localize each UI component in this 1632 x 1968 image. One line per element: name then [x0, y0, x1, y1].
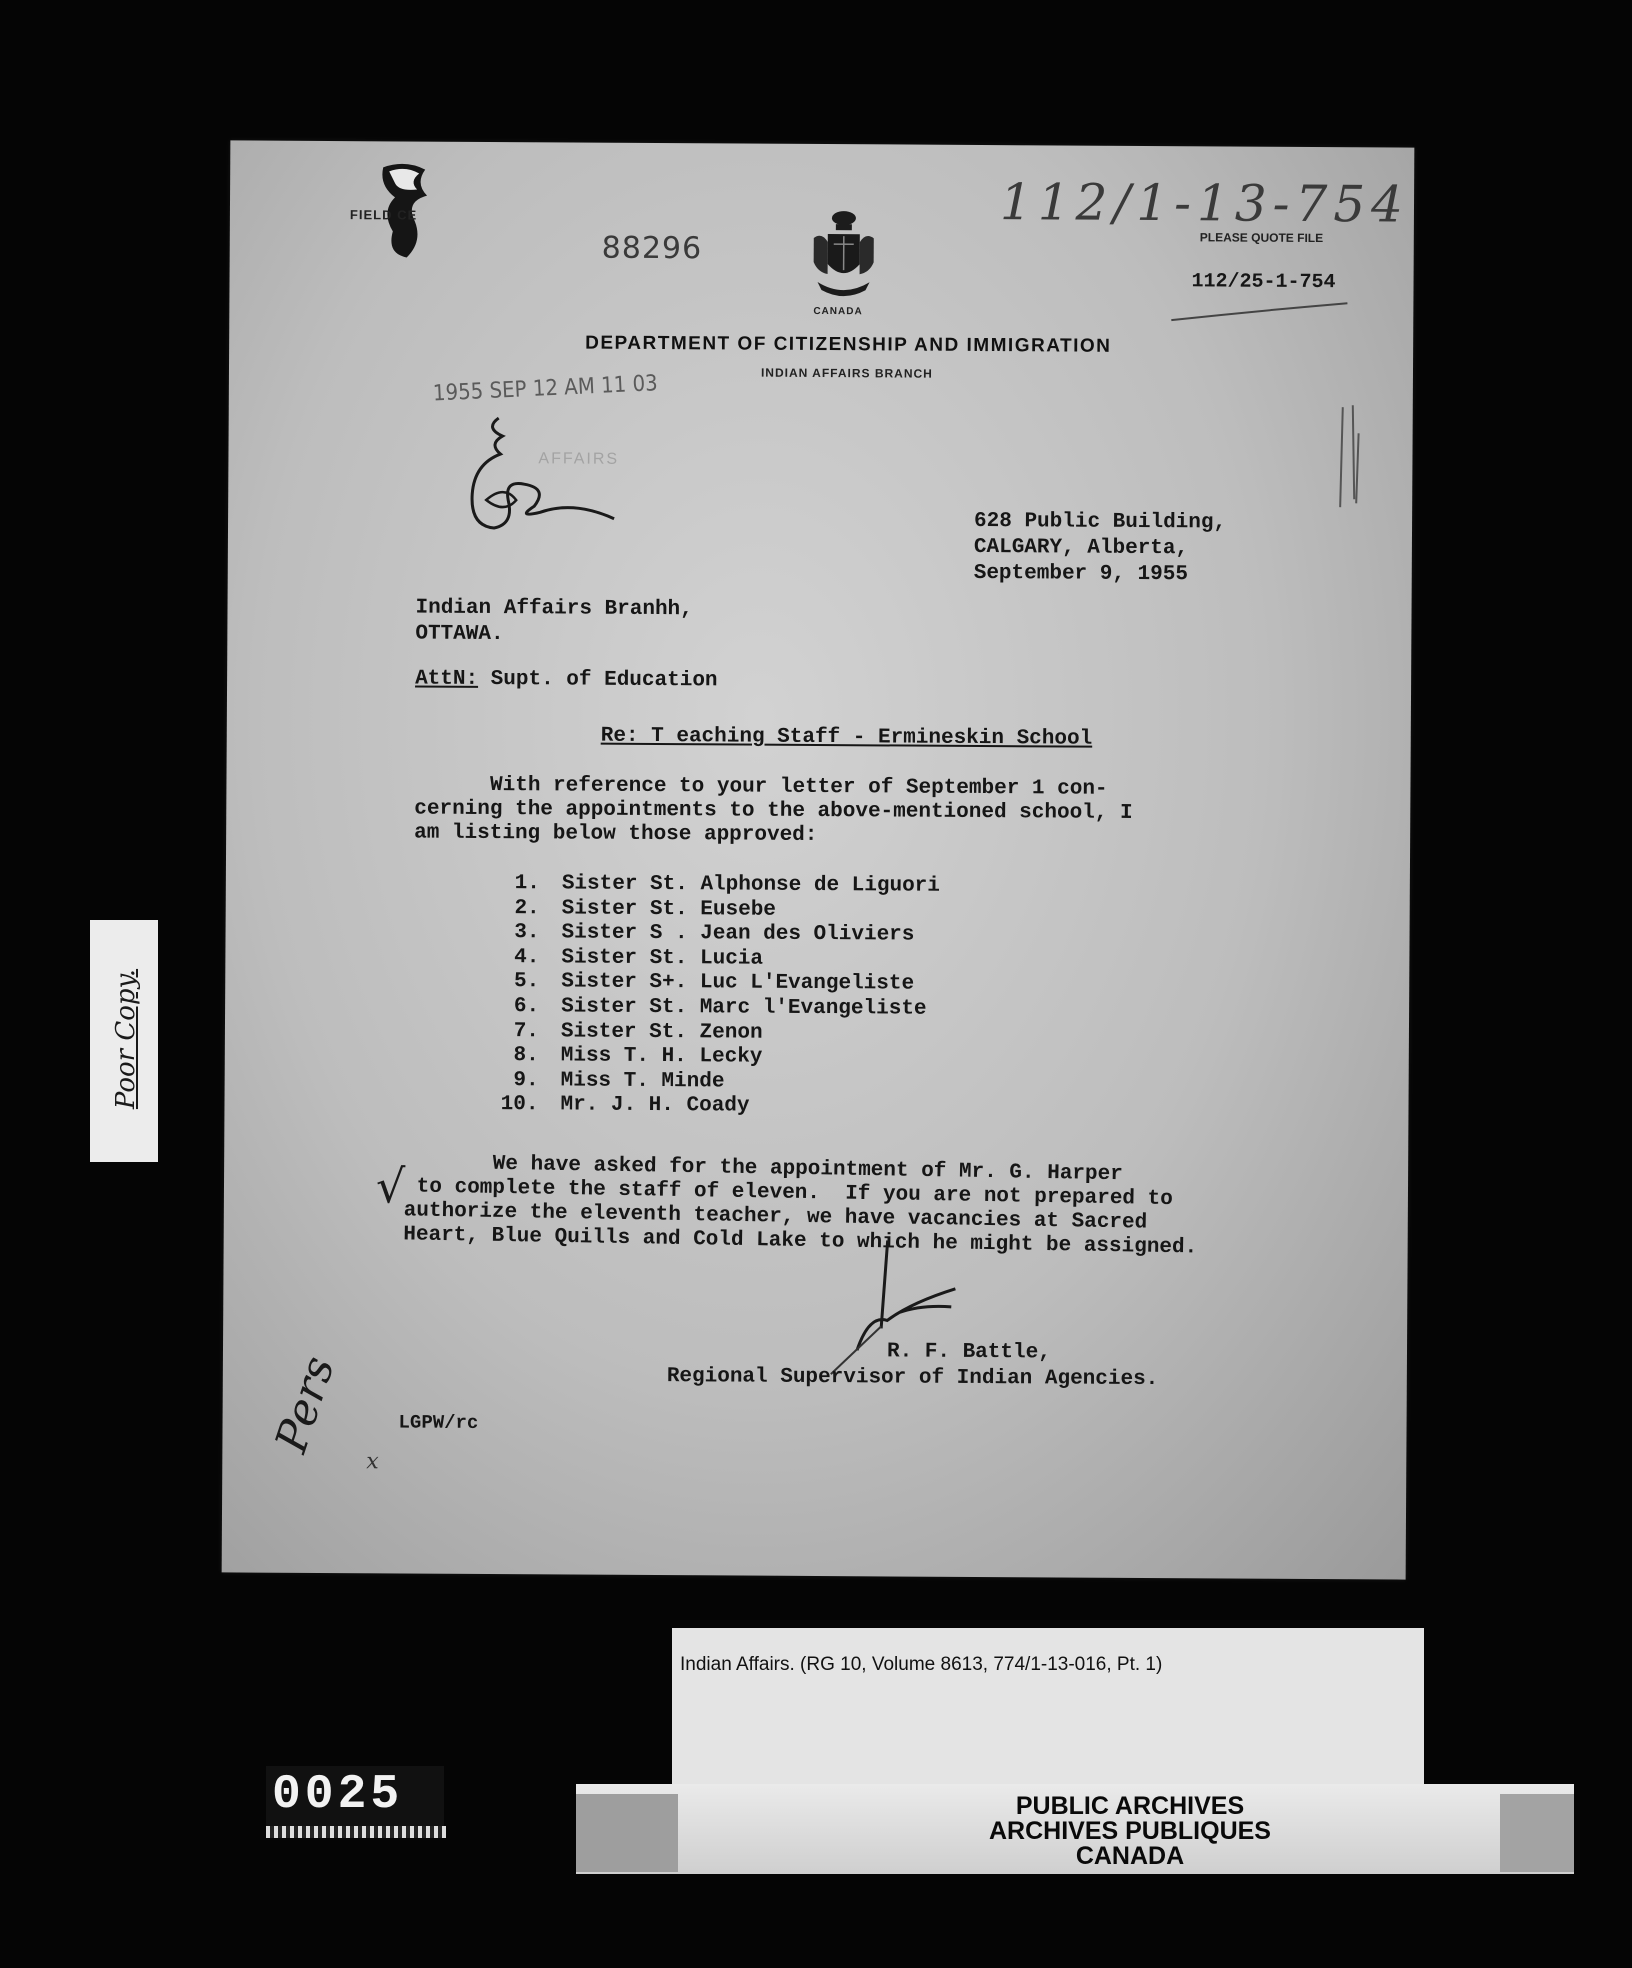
address-line: 628 Public Building, — [974, 509, 1227, 535]
staff-name: Miss T. Minde — [560, 1069, 725, 1094]
list-item — [475, 995, 939, 1022]
poor-copy-tag — [90, 920, 158, 1162]
canada-coat-of-arms-icon — [807, 208, 880, 300]
list-item — [474, 1093, 938, 1120]
received-date-stamp: 1955 SEP 12 AM 11 03 — [432, 371, 659, 407]
quote-file-label: PLEASE QUOTE FILE — [1199, 230, 1324, 246]
staff-name: Mr. J. H. Coady — [560, 1093, 750, 1118]
frame-number: 0025 — [272, 1768, 404, 1822]
list-number: 3. — [514, 921, 540, 945]
band-left-tab — [576, 1794, 678, 1872]
margin-pen-marks — [1334, 403, 1365, 513]
recipient-line: OTTAWA. — [415, 622, 504, 647]
staff-name: Sister St. Eusebe — [561, 897, 777, 922]
list-number: 9. — [513, 1068, 539, 1093]
staff-name: Sister S . Jean des Oliviers — [561, 921, 915, 947]
list-number: 4. — [514, 945, 540, 970]
letter-date: September 9, 1955 — [973, 561, 1189, 587]
recipient-line: Indian Affairs Branhh, — [415, 596, 693, 622]
list-number: 2. — [514, 896, 540, 920]
handwritten-file-number: 112/1-13-754 — [999, 173, 1410, 234]
subject-line: Re: T eaching Staff - Ermineskin School — [600, 724, 1093, 751]
file-number: 112/25-1-754 — [1191, 270, 1336, 295]
list-item — [476, 897, 940, 924]
body-paragraph-1: With reference to your letter of September 1 con- cerning the appointments to the above-mentioned school, I am listing below those approved: — [414, 773, 1133, 847]
letter-page — [222, 140, 1415, 1579]
staff-name: Sister St. Zenon — [560, 1019, 763, 1045]
archives-stamp — [860, 1794, 1400, 1869]
pen-line — [1169, 296, 1349, 327]
frame-counter — [266, 1766, 444, 1826]
list-number: 8. — [513, 1044, 539, 1068]
list-number: 10. — [500, 1093, 539, 1117]
list-item — [475, 921, 939, 948]
list-number: 7. — [513, 1019, 540, 1043]
archives-line: ARCHIVES PUBLIQUES — [989, 1817, 1271, 1845]
list-number: 5. — [513, 970, 540, 994]
recipient-address — [415, 596, 693, 650]
staff-name: Sister St. Marc l'Evangeliste — [561, 995, 927, 1021]
staff-name: Sister St. Lucia — [561, 946, 764, 971]
body-paragraph-2: We have asked for the appointment of Mr. G. Harper to complete the staff of eleven. If you are not prepared to authorize the eleventh teacher, we have vacancies at Sacred Heart, Blue Quills and Cold Lake to which he might be assigned. — [403, 1151, 1198, 1260]
source-citation-text: Indian Affairs. (RG 10, Volume 8613, 774/1-13-016, Pt. 1) — [680, 1654, 1163, 1675]
list-item — [475, 946, 939, 973]
handwritten-initials-mark — [464, 414, 625, 545]
received-stamp-number: 88296 — [601, 230, 703, 267]
staff-name: Sister St. Alphonse de Liguori — [561, 872, 940, 898]
faint-branch-stamp: AFFAIRS — [538, 450, 620, 468]
staff-name: Miss T. H. Lecky — [560, 1044, 763, 1069]
band-right-tab — [1500, 1794, 1574, 1872]
list-item — [475, 1019, 939, 1046]
approved-staff-list — [474, 872, 940, 1121]
handwritten-margin-note: Pers — [265, 1350, 345, 1459]
list-number: 6. — [513, 995, 540, 1019]
list-number: 1. — [514, 872, 540, 896]
archives-line: CANADA — [1075, 1842, 1185, 1870]
reference-initials: LGPW/rc — [398, 1411, 479, 1434]
sender-address — [974, 509, 1227, 589]
list-item — [475, 1044, 939, 1071]
list-item — [475, 1069, 939, 1096]
source-citation-label — [672, 1628, 1424, 1796]
signatory-title: Regional Supervisor of Indian Agencies. — [666, 1365, 1159, 1392]
film-ruler — [266, 1826, 446, 1838]
list-item — [475, 970, 939, 997]
attention-line — [415, 668, 718, 693]
list-item — [476, 872, 940, 899]
branch-heading: INDIAN AFFAIRS BRANCH — [760, 365, 933, 381]
department-heading: DEPARTMENT OF CITIZENSHIP AND IMMIGRATION — [585, 332, 1112, 357]
handwritten-checkmark: √ — [375, 1159, 406, 1214]
attention-label: AttN: — [415, 667, 479, 691]
margin-x-mark: x — [366, 1449, 379, 1475]
crest-caption: CANADA — [813, 305, 863, 318]
signatory-name: R. F. Battle, — [886, 1340, 1051, 1365]
field-office-label: FIELD CE — [349, 207, 418, 223]
attention-text: Supt. of Education — [478, 667, 718, 693]
staff-name: Sister S+. Luc L'Evangeliste — [561, 970, 915, 996]
poor-copy-label: Poor Copy. — [111, 968, 141, 1110]
archives-line: PUBLIC ARCHIVES — [1015, 1792, 1245, 1820]
address-line: CALGARY, Alberta, — [973, 535, 1189, 561]
